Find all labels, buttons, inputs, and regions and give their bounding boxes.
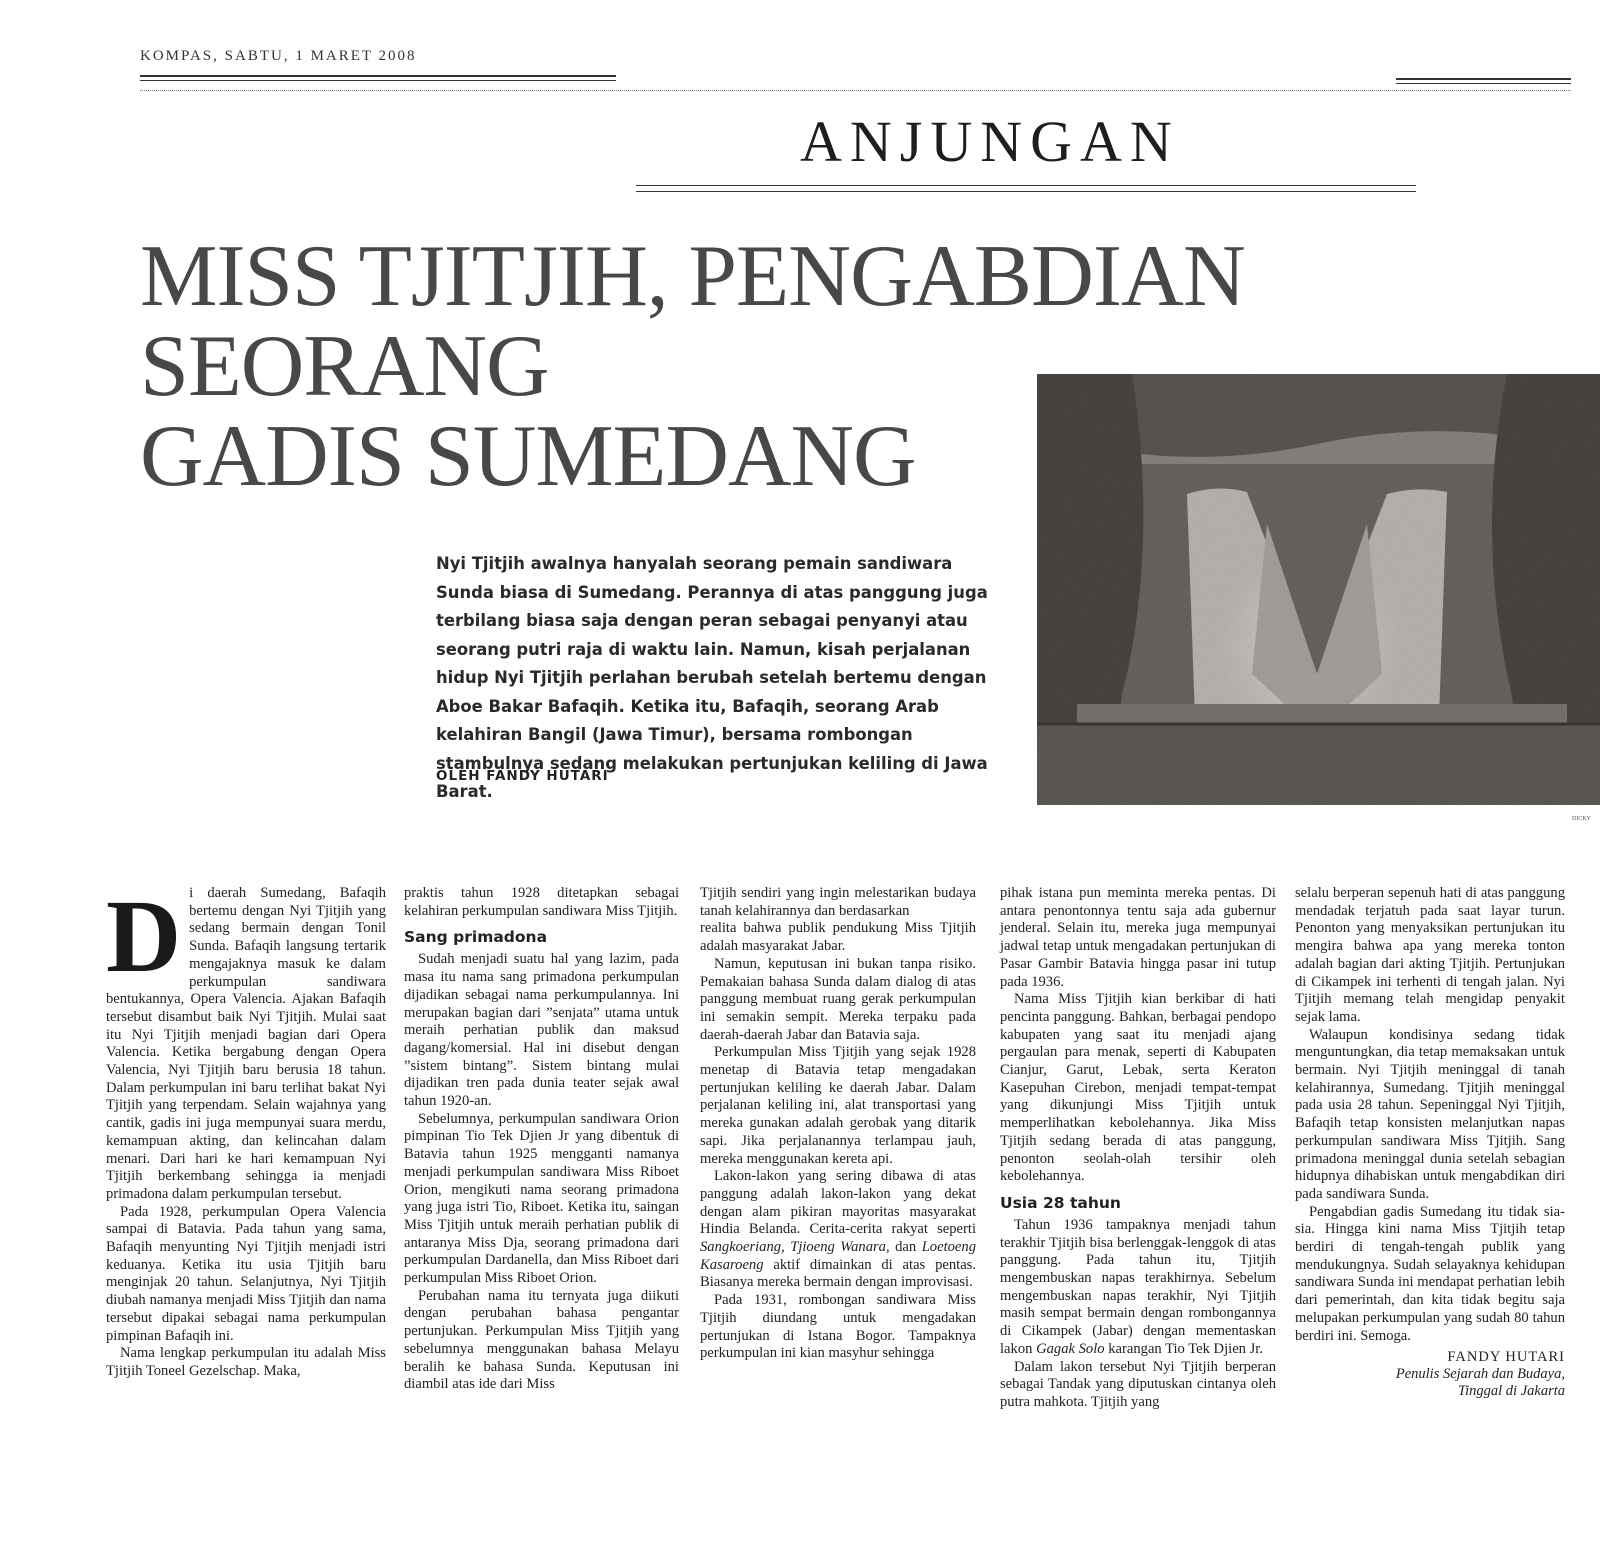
- paragraph: Pada 1928, perkumpulan Opera Valencia sampai di Batavia. Pada tahun yang sama, Bafaqih menyunting Nyi Tjitjih menjadi istri keduanya. Ketika itu usia Tjitjih baru menginjak 20 tahun. Selanjutnya, Nyi Tjitjih diubah namanya menjadi Miss Tjitjih dan nama tersebut dipakai sebagai nama perkumpulan pimpinan Bafaqih ini.: [106, 1203, 386, 1344]
- body-column-5: [1295, 885, 1565, 1400]
- section-rule-2: [636, 191, 1416, 192]
- top-rule-right: [1396, 78, 1571, 80]
- author-desc-1: Penulis Sejarah dan Budaya,: [1395, 1366, 1565, 1383]
- subheading-sang-primadona: Sang primadona: [404, 928, 548, 947]
- text-run: karangan Tio Tek Djien Jr.: [1104, 1340, 1264, 1357]
- paragraph: praktis tahun 1928 ditetapkan sebagai kelahiran perkumpulan sandiwara Miss Tjitjih.: [404, 885, 679, 919]
- italic-title: Gagak Solo: [1036, 1340, 1105, 1357]
- subheading-usia-28-tahun: Usia 28 tahun: [1000, 1193, 1121, 1212]
- paragraph: [700, 1168, 976, 1292]
- paragraph: selalu berperan sepenuh hati di atas panggung mendadak terjatuh pada saat layar turun. Penonton yang menyaksikan pertunjukan itu mengira bahwa apa yang mereka tonton adalah bagian dari akting Tjitjih. Pertunjukan di Cikampek ini terhenti di tengah jalan. Nyi Tjitjih memang telah mengidap penyakit sejak lama.: [1295, 885, 1565, 1025]
- body-column-2: [404, 885, 679, 1394]
- dropcap: D: [106, 879, 182, 994]
- illustration-credit: DICKY: [1572, 816, 1591, 822]
- paragraph: realita bahwa publik pendukung Miss Tjitjih adalah masyarakat Jabar.: [700, 920, 976, 955]
- paragraph: Perkumpulan Miss Tjitjih yang sejak 1928 menetap di Batavia tetap mengadakan pertunjukan keliling ke daerah Jabar. Dalam perjalanan keliling ini, alat transportasi yang mereka gunakan adalah gerobak yang ditarik sapi. Jika perjalanannya terlampau jauh, mereka menggunakan kereta api.: [700, 1044, 976, 1167]
- paragraph: pihak istana pun meminta mereka pentas. Di antara penontonnya tentu saja ada gubernur jenderal. Selain itu, mereka juga mempunyai jadwal tetap untuk mengadakan pertunjukan di Pasar Gambir Batavia hingga pasar ini tutup pada 1936.: [1000, 885, 1276, 990]
- paragraph: Sebelumnya, perkumpulan sandiwara Orion pimpinan Tio Tek Djien Jr yang dibentuk di Batavia tahun 1925 mengganti namanya menjadi perkumpulan sandiwara Miss Riboet Orion, mengikuti nama seorang primadona yang juga istri Tio, Riboet. Ketika itu, saingan Miss Tjitjih untuk meraih perhatian publik di antaranya Miss Dja, seorang primadona dari perkumpulan Dardanella, dan Miss Riboet dari perkumpulan Miss Riboet Orion.: [404, 1110, 679, 1287]
- author-signature: [1295, 1349, 1565, 1400]
- headline-line-1: MISS TJITJIH, PENGABDIAN: [140, 228, 1245, 325]
- paragraph: Nama lengkap perkumpulan itu adalah Miss Tjitjih Toneel Gezelschap. Maka,: [106, 1345, 386, 1379]
- body-column-4: [1000, 885, 1276, 1412]
- lead-paragraph: Nyi Tjitjih awalnya hanyalah seorang pemain sandiwara Sunda biasa di Sumedang. Perannya di atas panggung juga terbilang biasa saja dengan peran sebagai penyanyi atau seorang putri raja di waktu lain. Namun, kisah perjalanan hidup Nyi Tjitjih perlahan berubah setelah bertemu dengan Aboe Bakar Bafaqih. Ketika itu, Bafaqih, seorang Arab kelahiran Bangil (Jawa Timur), bersama rombongan stambulnya sedang melakukan pertunjukan keliling di Jawa Barat.: [436, 554, 988, 801]
- top-rule-right-thin: [1396, 83, 1571, 84]
- paragraph: [1000, 1217, 1276, 1359]
- paragraph: i daerah Sumedang, Bafaqih bertemu dengan Nyi Tjitjih yang sedang bermain dengan Tonil Sunda. Bafaqih langsung tertarik mengajaknya masuk ke dalam perkumpulan sandiwara bentukannya, Opera Valencia. Ajakan Bafaqih tersebut disambut baik Nyi Tjitjih. Mulai saat itu Nyi Tjitjih menjadi bagian dari Opera Valencia. Ketika bergabung dengan Opera Valencia, Nyi Tjitjih baru berusia 18 tahun. Dalam perkumpulan ini baru terlihat bakat Nyi Tjitjih yang terpendam. Selain wajahnya yang cantik, gadis ini juga mempunyai suara merdu, kemampuan akting, dan kelincahan dalam menari. Dari hari ke hari kemampuan Nyi Tjitjih berkembang sehingga ia menjadi primadona dalam perkumpulan tersebut.: [106, 885, 386, 1202]
- paragraph: Dalam lakon tersebut Nyi Tjitjih berperan sebagai Tandak yang diputuskan cintanya oleh putra mahkota. Tjitjih yang: [1000, 1358, 1276, 1410]
- paragraph: Perubahan nama itu ternyata juga diikuti dengan perubahan bahasa pengantar pertunjukan. Perkumpulan Miss Tjitjih yang sebelumnya menggunakan bahasa Melayu beralih ke bahasa Sunda. Keputusan ini diambil atas ide dari Miss: [404, 1287, 679, 1393]
- top-rule-left-thin: [140, 80, 616, 81]
- paragraph: Nama Miss Tjitjih kian berkibar di hati pencinta panggung. Bahkan, berbagai pendopo kabupaten yang saat itu menjadi ajang pergaulan para menak, seperti di Kabupaten Cianjur, Garut, Lebak, serta Keraton Kasepuhan Cirebon, menjadi tempat-tempat yang dikunjungi Miss Tjitjih untuk memperlihatkan kebolehannya. Jika Miss Tjitjih sedang berada di atas panggung, penonton seolah-olah tersihir oleh kebolehannya.: [1000, 991, 1276, 1185]
- section-title: ANJUNGAN: [800, 109, 1180, 174]
- italic-title: Loetoeng Kasaroeng: [700, 1239, 977, 1273]
- section-rule: [636, 185, 1416, 186]
- text-run: dan: [889, 1239, 922, 1256]
- text-run: aktif dimainkan di atas pentas. Biasanya mereka bermain dengan improvisasi.: [700, 1256, 976, 1291]
- paragraph: Pada 1931, rombongan sandiwara Miss Tjitjih diundang untuk mengadakan pertunjukan di Istana Bogor. Tampaknya perkumpulan ini kian masyhur sehingga: [700, 1292, 976, 1362]
- top-rule-left: [140, 75, 616, 77]
- stage-curtain-illustration: [1037, 374, 1600, 805]
- body-column-1: [106, 879, 386, 1381]
- text-run: Lakon-lakon yang sering dibawa di atas panggung adalah lakon-lakon yang dekat dengan alam pikiran mayoritas masyarakat Hindia Belanda. Cerita-cerita rakyat seperti: [700, 1168, 976, 1238]
- byline: OLEH FANDY HUTARI: [436, 768, 609, 784]
- paragraph: Namun, keputusan ini bukan tanpa risiko. Pemakaian bahasa Sunda dalam dialog di atas panggung membuat ruang gerak perkumpulan ini semakin sempit. Mereka terpaku pada daerah-daerah Jabar dan Batavia saja.: [700, 955, 976, 1043]
- paragraph: Tjitjih sendiri yang ingin melestarikan budaya tanah kelahirannya dan berdasarkan: [700, 885, 976, 919]
- paragraph: Walaupun kondisinya sedang tidak menguntungkan, dia tetap memaksakan untuk bermain. Nyi Tjitjih meninggal di tanah kelahirannya, Sumedang. Tjitjih meninggal pada usia 28 tahun. Sepeninggal Nyi Tjitjih, Bafaqih tetap konsisten melanjutkan napas perkumpulan sandiwara Miss Tjitjih. Sang primadona meninggal dunia setelah sebagian hidupnya dihabiskan untuk mengabdikan diri pada sandiwara Sunda.: [1295, 1026, 1565, 1202]
- text-run: Tahun 1936 tampaknya menjadi tahun terakhir Tjitjih bisa berlenggak-lenggok di atas panggung. Pada tahun itu, Tjitjih mengembuskan napas terakhirnya. Sebelum mengembuskan napas terakhir, Nyi Tjitjih masih sempat bermain dengan rombongannya di Cikampek (Jabar) dengan mementaskan lakon: [1000, 1216, 1276, 1357]
- paragraph: Sudah menjadi suatu hal yang lazim, pada masa itu nama sang primadona perkumpulan dijadikan sebagai nama perkumpulannya. Ini merupakan bagian dari ”senjata” utama untuk meraih perhatian publik dan maksud dagang/komersial. Hal ini disebut dengan ”sistem bintang”. Sistem bintang mulai dijadikan tren pada dunia teater sejak awal tahun 1920-an.: [404, 951, 679, 1110]
- author-desc-2: Tinggal di Jakarta: [1457, 1383, 1565, 1400]
- headline-line-2: SEORANG: [140, 318, 549, 415]
- body-column-3: [700, 885, 976, 1363]
- paragraph: Pengabdian gadis Sumedang itu tidak sia-sia. Hingga kini nama Miss Tjitjih tetap berdiri di tengah-tengah publik yang mendukungnya. Sudah selayaknya kehidupan sandiwara Sunda ini mendapat perhatian lebih dari pemerintah, dan kita tidak begitu saja melupakan perkumpulan yang sudah 80 tahun berdiri ini. Semoga.: [1295, 1203, 1565, 1344]
- italic-title: Sangkoeriang, Tjioeng Wanara,: [700, 1239, 890, 1256]
- headline-line-3: GADIS SUMEDANG: [140, 408, 916, 505]
- author-name: FANDY HUTARI: [1447, 1349, 1565, 1366]
- dateline: KOMPAS, SABTU, 1 MARET 2008: [140, 48, 417, 64]
- dotted-divider: [140, 90, 1571, 91]
